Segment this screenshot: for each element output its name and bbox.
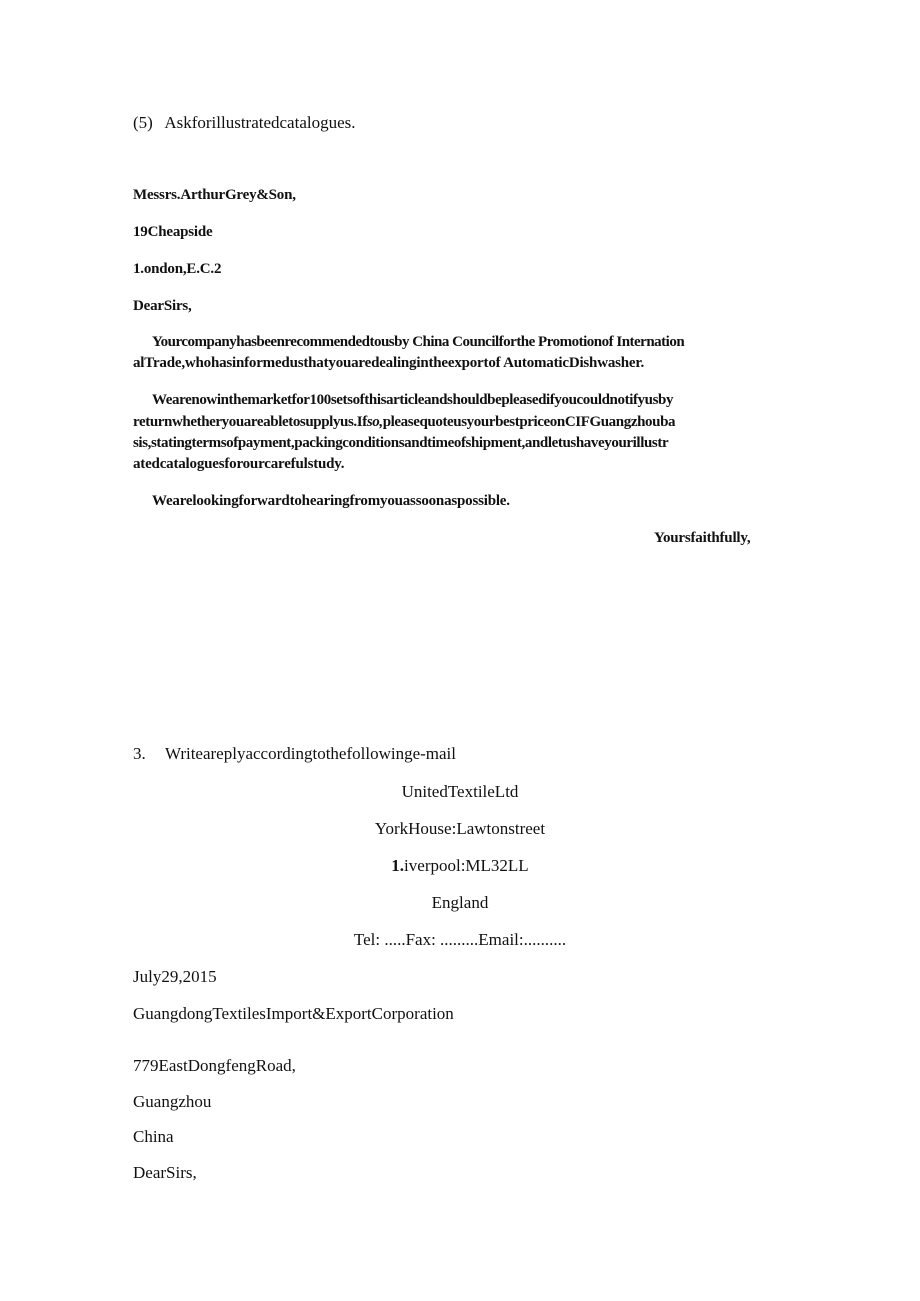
letter1-para2-line1: Wearenowinthemarketfor100setsofthisarticleandshouldbepleasedifyoucouldnotifyusby — [152, 392, 674, 408]
letter1-para2-line2 — [133, 414, 675, 431]
letterhead-city — [0, 856, 920, 876]
letter1-para2-line4: atedcataloguesforourcarefulstudy. — [133, 456, 345, 472]
letter2-date: July29,2015 — [133, 967, 217, 986]
para2-line2-italic: so, — [366, 414, 383, 430]
letter2-recipient: GuangdongTextilesImport&ExportCorporation — [133, 1004, 454, 1023]
letterhead-contact: Tel: .....Fax: .........Email:.......... — [353, 930, 567, 949]
section-3-heading — [133, 744, 456, 764]
section-3-number: 3. — [133, 744, 146, 763]
letterhead-country: England — [431, 893, 489, 912]
section-5-heading — [133, 113, 356, 133]
recipient-address-line-1: 779EastDongfengRoad, — [133, 1056, 296, 1075]
letterhead-city-rest: iverpool:ML32LL — [404, 856, 529, 875]
para2-line2-part-a: returnwhetheryouareabletosupplyus.If — [133, 414, 367, 430]
para2-line2-part-b: pleasequoteusyourbestpriceonCIFGuangzhouba — [382, 414, 676, 430]
letterhead-city-prefix: 1. — [391, 856, 405, 875]
letter1-para3: Wearelookingforwardtohearingfromyouassoonaspossible. — [152, 493, 510, 509]
letter1-para2-line3: sis,statingtermsofpayment,packingconditionsandtimeofshipment,andletushaveyourillustr — [133, 435, 669, 451]
letter1-para1-line2: alTrade,whohasinformedusthatyouaredealingintheexportof AutomaticDishwasher. — [133, 355, 644, 371]
letter1-closing: Yoursfaithfully, — [654, 530, 751, 546]
recipient-address-line-3: China — [133, 1127, 174, 1146]
section-5-title: Askforillustratedcatalogues. — [164, 113, 356, 132]
section-3-title: Writeareplyaccordingtothefollowinge-mail — [164, 744, 456, 763]
letter1-para1-line1: Yourcompanyhasbeenrecommendedtousby China Councilforthe Promotionof Internation — [152, 334, 685, 350]
letterhead-company: UnitedTextileLtd — [401, 782, 519, 801]
addressee-line-3: 1.ondon,E.C.2 — [133, 261, 222, 277]
letter1-salutation: DearSirs, — [133, 298, 192, 314]
addressee-line-2: 19Cheapside — [133, 224, 213, 240]
letterhead-street: YorkHouse:Lawtonstreet — [374, 819, 546, 838]
addressee-line-1: Messrs.ArthurGrey&Son, — [133, 187, 296, 203]
recipient-address-line-2: Guangzhou — [133, 1092, 212, 1111]
section-5-number: (5) — [133, 113, 153, 132]
letter2-salutation: DearSirs, — [133, 1163, 197, 1182]
